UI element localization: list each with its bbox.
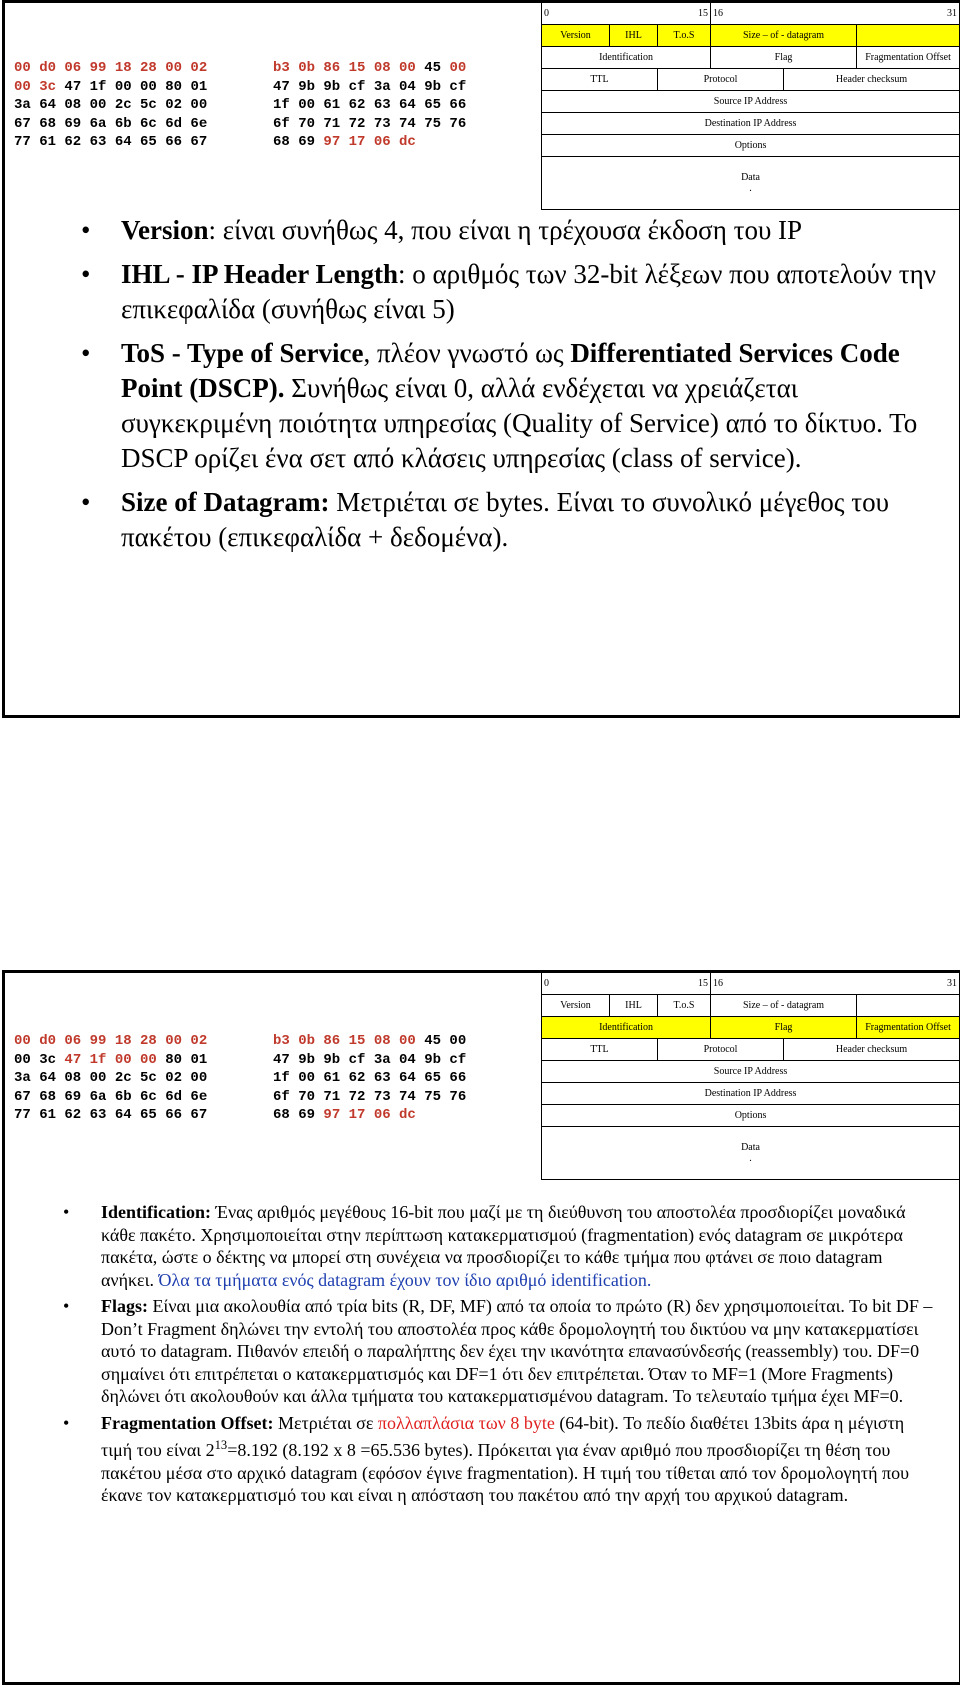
hex-bytes: 3a 64 08 00 2c 5c 02 00 — [14, 1070, 208, 1086]
field-destination-ip: Destination IP Address — [542, 1083, 960, 1105]
bullet-item: • Version: είναι συνήθως 4, που είναι η τρέχουσα έκδοση του IP — [81, 213, 941, 248]
hex-row — [14, 78, 207, 97]
field-size: Size – of - datagram — [711, 995, 857, 1017]
field-checksum: Header checksum — [784, 69, 960, 91]
bullet-item: • Flags: Είναι μια ακολουθία από τρία bits (R, DF, MF) από τα οποία το πρώτο (R) δεν χρησιμοποιείται. Το bit DF – Don’t Fragment δηλώνει την εντολή του αποστολέα προς κάθε δρομολογητή του δικτύου να μην κατακερματίσει αυτό το datagram. Πιθανόν επειδή ο παραλήπτης δεν έχει την ικανότητα επανασύνδεσής (reassembly) του. DF=0 σημαίνει ότι επιτρέπεται ο κατακερματισμός και DF=1 ότι δεν επιτρέπεται. Όταν το MF=1 (More Fragments) δηλώνει ότι ακολουθούν και άλλα τμήματα του κατακερματισμένου datagram. Το τελευταίο τμήμα έχει MF=0. — [63, 1296, 933, 1406]
field-options: Options — [542, 1105, 960, 1127]
field-identification: Identification — [542, 1017, 711, 1039]
slide-ip-header-fields-2 — [2, 970, 960, 1685]
hex-bytes: 00 d0 06 99 18 28 00 02 — [14, 60, 208, 76]
bullet-dot: • — [81, 487, 91, 517]
hex-bytes: 00 3c — [14, 1051, 65, 1068]
hex-dump-left — [14, 1032, 207, 1125]
bullet-item: • Size of Datagram: Μετριέται σε bytes. Είναι το συνολικό μέγεθος του πακέτου (επικεφαλίδα + δεδομένα). — [81, 487, 889, 552]
hex-row — [273, 1106, 466, 1125]
field-ttl: TTL — [542, 1039, 658, 1061]
hex-bytes: 47 9b 9b cf 3a 04 9b cf — [273, 78, 467, 95]
hex-row — [14, 1088, 207, 1107]
hex-row — [273, 96, 466, 115]
bullet-dot: • — [81, 259, 91, 289]
hex-row — [273, 78, 466, 97]
field-data: Data . — [542, 1127, 960, 1180]
slide-ip-header-fields-1 — [2, 0, 960, 718]
hex-bytes: 45 — [415, 60, 442, 76]
field-tos: T.o.S — [658, 25, 711, 47]
hex-bytes: 00 3c — [14, 78, 57, 95]
bullet-list — [63, 1201, 938, 1511]
hex-bytes: 6f 70 71 72 73 74 75 76 — [273, 115, 467, 132]
bit-label-0: 0 — [544, 8, 549, 19]
hex-row — [14, 1032, 207, 1051]
hex-dump-right — [273, 1032, 466, 1125]
hex-row — [14, 1051, 207, 1070]
hex-row — [14, 115, 207, 134]
field-destination-ip: Destination IP Address — [542, 113, 960, 135]
ip-header-diagram — [541, 973, 960, 1180]
field-ihl: IHL — [610, 995, 658, 1017]
hex-bytes: 77 61 62 63 64 65 66 67 — [14, 134, 208, 150]
hex-row — [273, 1032, 466, 1051]
hex-bytes: 45 00 — [415, 1033, 467, 1049]
hex-bytes: 68 69 — [273, 1107, 316, 1123]
field-options: Options — [542, 135, 960, 157]
field-size: Size – of - datagram — [711, 25, 857, 47]
hex-bytes: 6f 70 71 72 73 74 75 76 — [273, 1088, 467, 1105]
field-protocol: Protocol — [658, 69, 784, 91]
field-checksum: Header checksum — [784, 1039, 960, 1061]
bit-label-15: 15 — [698, 8, 709, 19]
hex-bytes: 67 68 69 6a 6b 6c 6d 6e — [14, 1088, 208, 1105]
hex-bytes: 47 9b 9b cf 3a 04 9b cf — [273, 1051, 467, 1068]
bit-label-31: 31 — [947, 978, 958, 989]
hex-bytes: 1f 00 61 62 63 64 65 66 — [273, 97, 467, 113]
hex-bytes: 97 17 06 dc — [315, 1107, 416, 1123]
field-ihl: IHL — [610, 25, 658, 47]
hex-row — [14, 133, 207, 152]
bit-label-16: 16 — [713, 8, 724, 19]
ip-header-diagram — [541, 3, 960, 210]
bit-label-15: 15 — [698, 978, 709, 989]
hex-row — [14, 59, 207, 78]
field-flag: Flag — [711, 1017, 857, 1039]
hex-dump-left — [14, 59, 207, 152]
hex-dump-right — [273, 59, 466, 152]
hex-bytes: 00 d0 06 99 18 28 00 02 — [14, 1033, 208, 1049]
hex-bytes: 80 01 — [156, 1051, 208, 1068]
field-version: Version — [542, 995, 610, 1017]
bullet-dot: • — [63, 1202, 70, 1222]
hex-bytes: b3 0b 86 15 08 00 — [273, 60, 416, 76]
hex-bytes: 00 — [441, 60, 467, 76]
bullet-item: • IHL - IP Header Length: ο αριθμός των 32-bit λέξεων που αποτελούν την επικεφαλίδα (συνήθως είναι 5) — [81, 259, 936, 324]
hex-row — [273, 59, 466, 78]
hex-row — [273, 133, 466, 152]
field-identification: Identification — [542, 47, 711, 69]
field-source-ip: Source IP Address — [542, 91, 960, 113]
bullet-dot: • — [63, 1296, 70, 1316]
field-data: Data . — [542, 157, 960, 210]
field-version: Version — [542, 25, 610, 47]
bit-label-0: 0 — [544, 978, 549, 989]
field-flag: Flag — [711, 47, 857, 69]
hex-bytes: 97 17 06 dc — [315, 134, 416, 150]
hex-bytes: 3a 64 08 00 2c 5c 02 00 — [14, 97, 208, 113]
field-protocol: Protocol — [658, 1039, 784, 1061]
hex-bytes: b3 0b 86 15 08 00 — [273, 1033, 416, 1049]
hex-row — [273, 1051, 466, 1070]
bullet-item: • Fragmentation Offset: Μετριέται σε πολλαπλάσια των 8 byte (64-bit). Το πεδίο διαθέτει 13bits άρα η μέγιστη τιμή του είναι $2^{13}=8.192$ (8.192 x 8 =65.536 bytes). Πρόκειται για έναν αριθμό που προσδιορίζει τη θέση του πακέτου μέσα στο αρχικό datagram (εφόσον έγινε fragmentation). Η τιμή του τίθεται από τον δρομολογητή που έκανε τον κατακερματισμό του και είναι η απόσταση του πακέτου από την αρχή του αρχικού datagram. — [63, 1412, 910, 1505]
bullet-dot: • — [81, 215, 91, 245]
hex-row — [273, 115, 466, 134]
hex-row — [273, 1088, 466, 1107]
bit-label-16: 16 — [713, 978, 724, 989]
bullet-item: • Identification: Ένας αριθμός μεγέθους 16-bit που μαζί με τη διεύθυνση του αποστολέα προσδιορίζει μοναδικά κάθε πακέτο. Χρησιμοποιείται στην περίπτωση κατακερματισμού (fragmentation) ενός datagram σε μικρότερα πακέτα, ώστε ο δέκτης να μπορεί στη συνέχεια να προσδιορίζει το κάθε τμήμα που φτάνει σε ποιο datagram ανήκει. Όλα τα τμήματα ενός datagram έχουν τον ίδιο αριθμό identification. — [63, 1202, 906, 1290]
hex-bytes: 47 1f 00 00 80 01 — [56, 78, 208, 95]
field-source-ip: Source IP Address — [542, 1061, 960, 1083]
field-ttl: TTL — [542, 69, 658, 91]
bullet-dot: • — [63, 1412, 70, 1433]
hex-row — [14, 1106, 207, 1125]
hex-bytes: 68 69 — [273, 134, 316, 150]
hex-row — [273, 1069, 466, 1088]
bullet-list — [81, 213, 941, 564]
hex-bytes: 47 1f 00 00 — [64, 1051, 157, 1068]
hex-bytes: 67 68 69 6a 6b 6c 6d 6e — [14, 115, 208, 132]
bullet-dot: • — [81, 338, 91, 368]
hex-bytes: 1f 00 61 62 63 64 65 66 — [273, 1070, 467, 1086]
bullet-item: • ToS - Type of Service, πλέον γνωστό ως Differentiated Services Code Point (DSCP). Συνήθως είναι 0, αλλά ενδέχεται να χρειάζεται συγκεκριμένη ποιότητα υπηρεσίας (Quality of Service) από το δίκτυο. Το DSCP ορίζει ένα σετ από κλάσεις υπηρεσίας (class of service). — [81, 338, 918, 473]
hex-row — [14, 96, 207, 115]
field-fragmentation-offset: Fragmentation Offset — [857, 47, 960, 69]
field-fragmentation-offset: Fragmentation Offset — [857, 1017, 960, 1039]
field-tos: T.o.S — [658, 995, 711, 1017]
hex-bytes: 77 61 62 63 64 65 66 67 — [14, 1107, 208, 1123]
hex-row — [14, 1069, 207, 1088]
bit-label-31: 31 — [947, 8, 958, 19]
